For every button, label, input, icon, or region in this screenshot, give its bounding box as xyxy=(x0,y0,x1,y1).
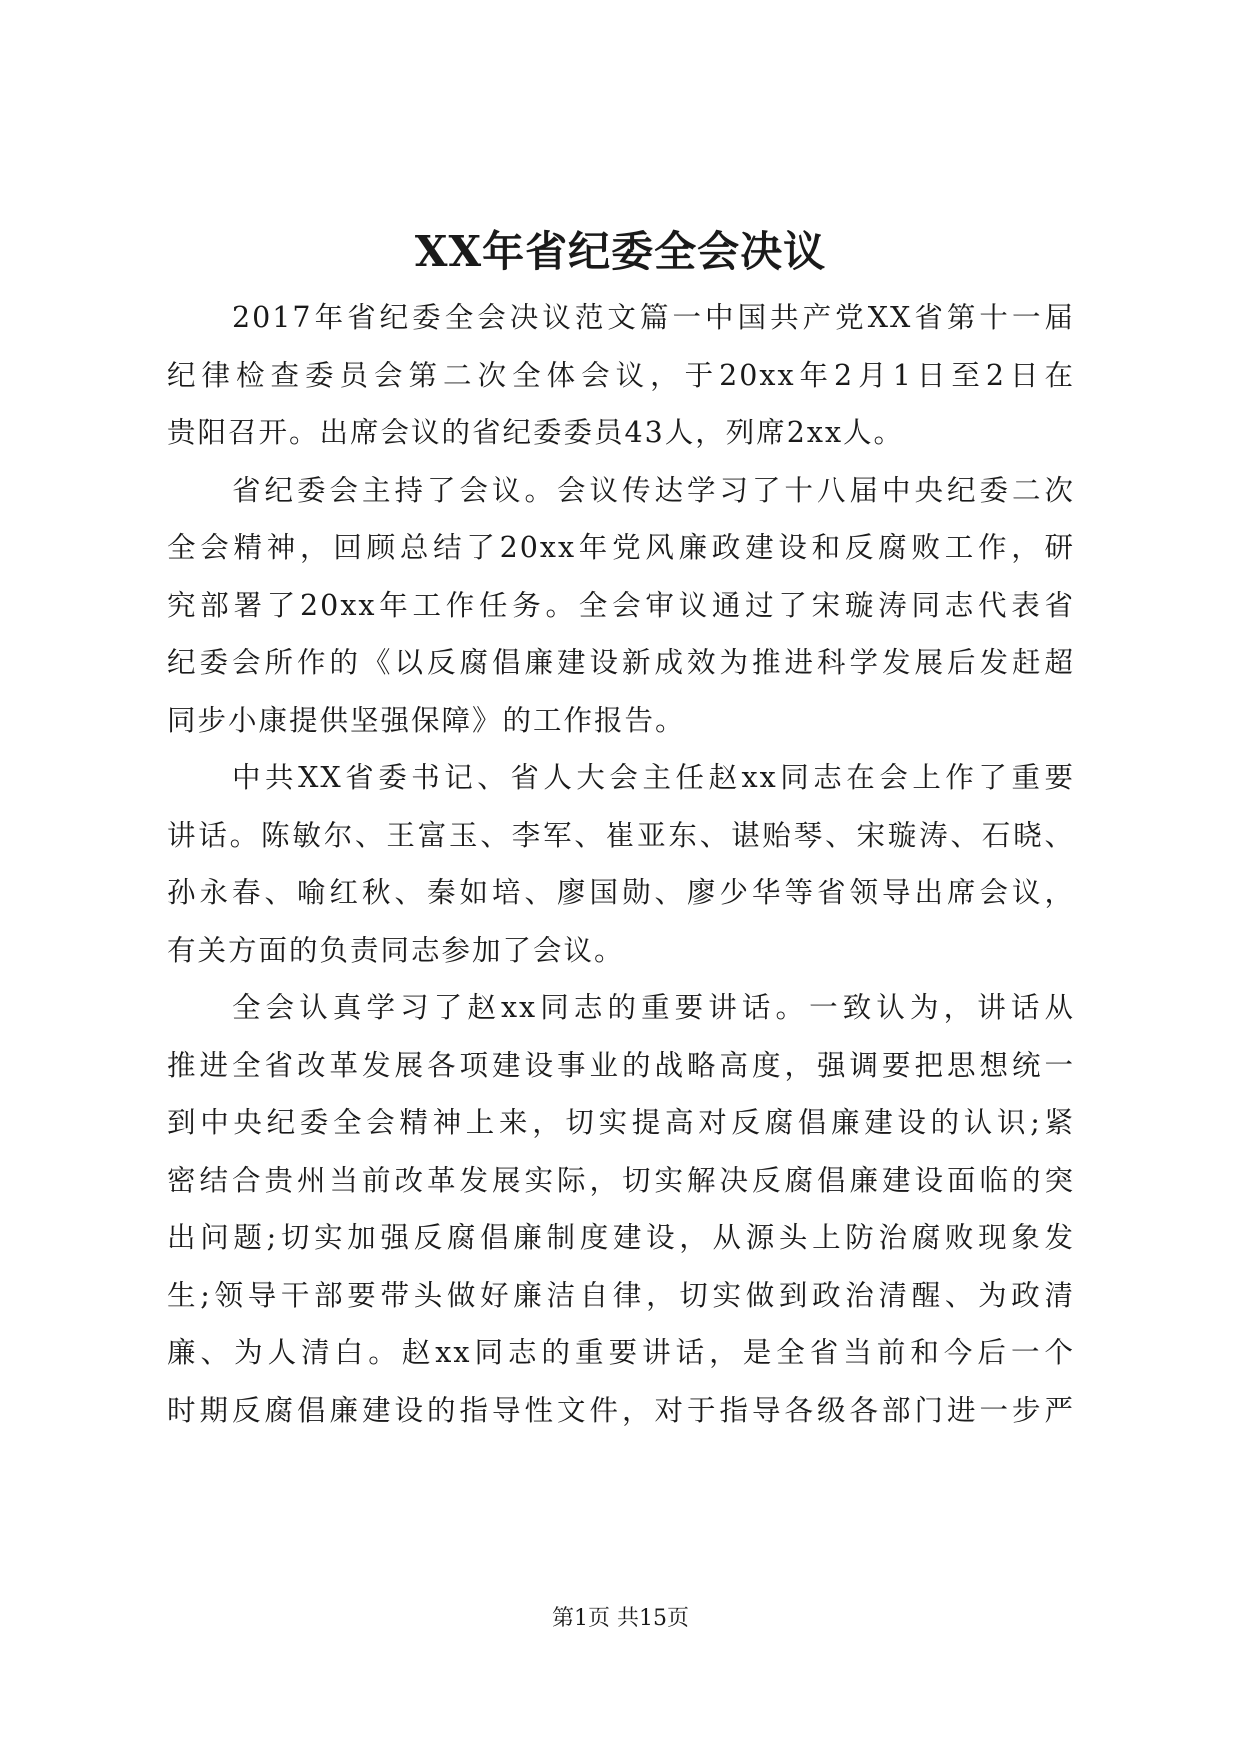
text-line: 密结合贵州当前改革发展实际，切实解决反腐倡廉建设面临的突 xyxy=(167,1163,1075,1197)
document-title: XX年省纪委全会决议 xyxy=(414,227,827,276)
text-line: 推进全省改革发展各项建设事业的战略高度，强调要把思想统一 xyxy=(167,1048,1075,1082)
paragraph-1 xyxy=(167,289,1075,462)
paragraph-2 xyxy=(167,462,1075,750)
text-line: 贵阳召开。出席会议的省纪委委员43人，列席2xx人。 xyxy=(167,416,905,449)
text-line: 廉、为人清白。赵xx同志的重要讲话，是全省当前和今后一个 xyxy=(167,1336,1075,1369)
text-line: 究部署了20xx年工作任务。全会审议通过了宋璇涛同志代表省 xyxy=(167,588,1075,622)
text-line: 全会认真学习了赵xx同志的重要讲话。一致认为，讲话从 xyxy=(232,991,1075,1024)
text-line: 孙永春、喻红秋、秦如培、廖国勋、廖少华等省领导出席会议， xyxy=(167,876,1075,909)
text-line: 生;领导干部要带头做好廉洁自律，切实做到政治清醒、为政清 xyxy=(167,1278,1075,1312)
text-line: 同步小康提供坚强保障》的工作报告。 xyxy=(167,703,686,737)
text-line: 出问题;切实加强反腐倡廉制度建设，从源头上防治腐败现象发 xyxy=(167,1221,1075,1254)
text-line: 有关方面的负责同志参加了会议。 xyxy=(167,933,625,967)
text-line: 讲话。陈敏尔、王富玉、李军、崔亚东、谌贻琴、宋璇涛、石晓、 xyxy=(167,818,1075,852)
text-line: 中共XX省委书记、省人大会主任赵xx同志在会上作了重要 xyxy=(232,761,1075,794)
paragraph-4 xyxy=(167,979,1075,1439)
text-line: 纪委会所作的《以反腐倡廉建设新成效为推进科学发展后发赶超 xyxy=(167,646,1075,679)
paragraph-3 xyxy=(167,749,1075,979)
document-body xyxy=(167,289,1075,1439)
text-line: 省纪委会主持了会议。会议传达学习了十八届中央纪委二次 xyxy=(232,473,1075,507)
text-line: 2017年省纪委全会决议范文篇一中国共产党XX省第十一届 xyxy=(232,301,1075,334)
page-number-footer: 第1页 共15页 xyxy=(552,1606,689,1631)
text-line: 时期反腐倡廉建设的指导性文件，对于指导各级各部门进一步严 xyxy=(167,1393,1075,1427)
text-line: 到中央纪委全会精神上来，切实提高对反腐倡廉建设的认识;紧 xyxy=(167,1106,1075,1139)
text-line: 纪律检查委员会第二次全体会议，于20xx年2月1日至2日在 xyxy=(167,358,1075,392)
text-line: 全会精神，回顾总结了20xx年党风廉政建设和反腐败工作，研 xyxy=(167,531,1075,564)
